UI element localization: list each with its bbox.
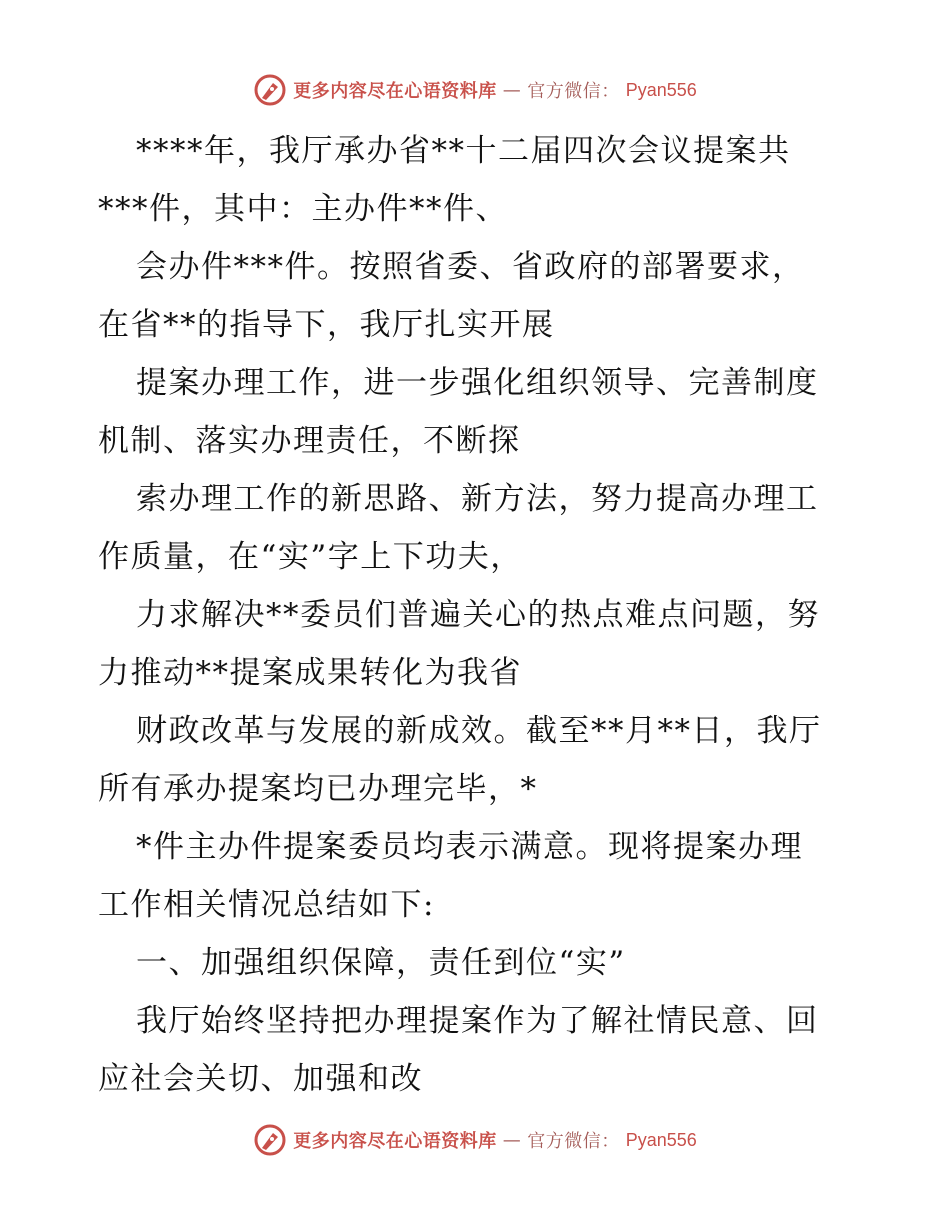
watermark-brand: 更多内容尽在心语资料库 — [293, 81, 497, 102]
body-line: ***件，其中：主办件**件、 — [98, 191, 508, 227]
body-line: 提案办理工作，进一步强化组织领导、完善制度 — [136, 365, 819, 401]
header-watermark — [0, 70, 950, 110]
body-line: 所有承办提案均已办理完毕，* — [98, 771, 538, 807]
section-heading: 一、加强组织保障，责任到位“实” — [136, 945, 626, 981]
pen-nib-circle-icon — [253, 1123, 287, 1157]
document-body — [98, 122, 858, 1108]
body-line: 作质量，在“实”字上下功夫， — [98, 539, 523, 575]
body-line: 工作相关情况总结如下: — [98, 887, 435, 923]
body-line: 索办理工作的新思路、新方法，努力提高办理工 — [136, 481, 819, 517]
body-line: 在省**的指导下，我厅扎实开展 — [98, 307, 555, 343]
body-line: 力求解决**委员们普遍关心的热点难点问题，努 — [136, 597, 820, 633]
body-line: 财政改革与发展的新成效。截至**月**日，我厅 — [136, 713, 822, 749]
watermark-separator: — — [502, 1129, 522, 1151]
watermark-official-label: 官方微信： — [527, 1131, 620, 1152]
body-line: 会办件***件。按照省委、省政府的部署要求， — [136, 249, 805, 285]
body-line: *件主办件提案委员均表示满意。现将提案办理 — [136, 829, 803, 865]
watermark-separator: — — [502, 79, 522, 101]
watermark-wechat-id: Pyan556 — [625, 79, 697, 100]
body-line: 我厅始终坚持把办理提案作为了解社情民意、回 — [136, 1003, 819, 1039]
body-line: 机制、落实办理责任，不断探 — [98, 423, 521, 459]
watermark-official-label: 官方微信： — [527, 81, 620, 102]
body-line: 应社会关切、加强和改 — [98, 1061, 423, 1097]
watermark-wechat-id: Pyan556 — [625, 1129, 697, 1150]
body-line: ****年，我厅承办省**十二届四次会议提案共 — [136, 133, 791, 169]
watermark-brand: 更多内容尽在心语资料库 — [293, 1131, 497, 1152]
body-line: 力推动**提案成果转化为我省 — [98, 655, 522, 691]
footer-watermark — [0, 1120, 950, 1160]
pen-nib-circle-icon — [253, 73, 287, 107]
